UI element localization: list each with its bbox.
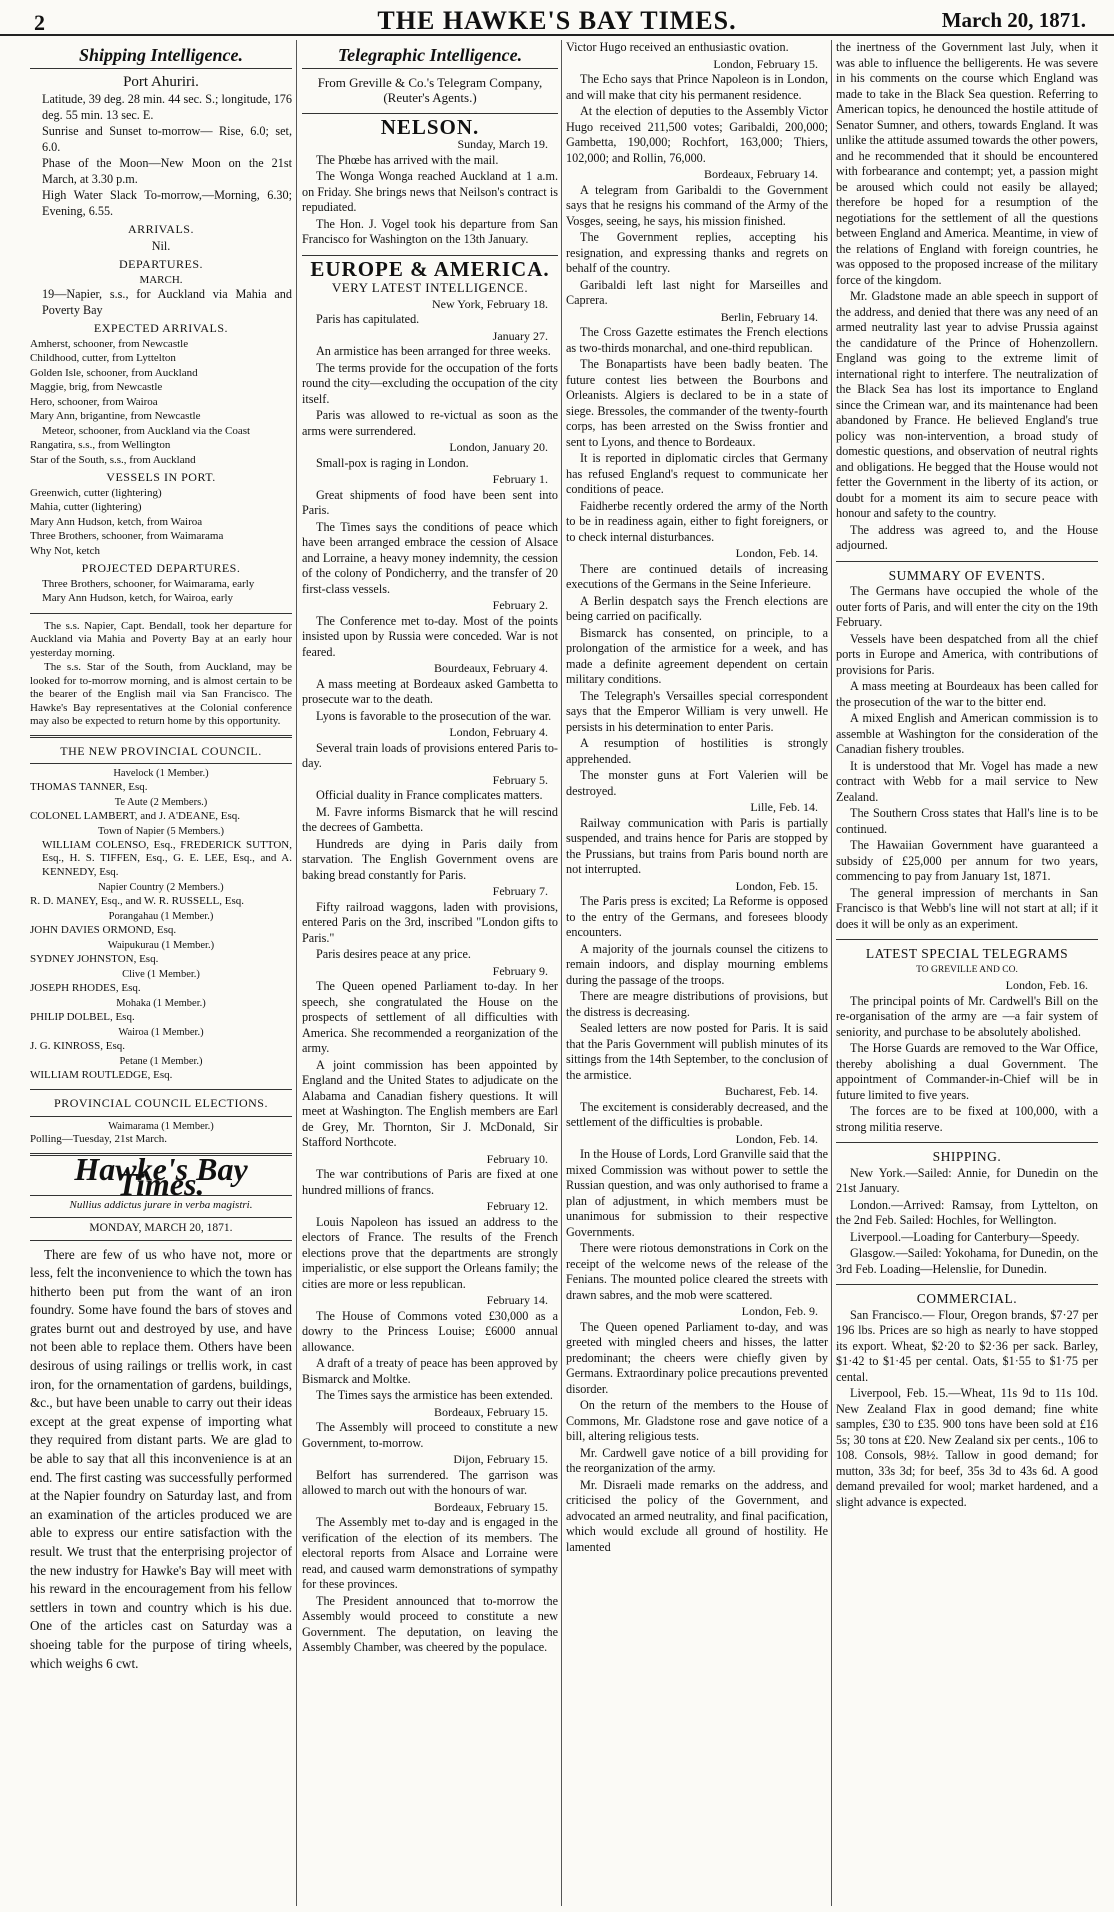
news-paragraph: The Government replies, accepting his resignation, and expressing thanks and regrets on behalf of the country. xyxy=(566,230,828,275)
news-paragraph: The Echo says that Prince Napoleon is in London, and will make that city his permanent residence. xyxy=(566,72,828,102)
dateline: February 2. xyxy=(492,598,548,612)
news-paragraph: A draft of a treaty of peace has been approved by Bismarck and Moltke. xyxy=(302,1356,558,1386)
almanac-line: Phase of the Moon—New Moon on the 21st March, at 3.30 p.m. xyxy=(42,156,292,186)
news-paragraph: There are continued details of increasing executions of the Germans in the Seine Inferieure. xyxy=(566,561,828,591)
council-district: Mohaka (1 Member.) xyxy=(116,998,206,1009)
list-item: Hero, schooner, from Wairoa xyxy=(30,395,158,408)
news-paragraph: The House of Commons voted £30,000 as a dowry to the Princess Louise; £6000 annual allowance. xyxy=(302,1308,558,1354)
news-paragraph: It is reported in diplomatic circles that Germany has refused England's request to communicate her conditions of peace. xyxy=(566,451,828,496)
divider xyxy=(302,113,558,114)
news-paragraph: A Berlin despatch says the French elections are being carried on pacifically. xyxy=(566,593,828,623)
news-paragraph: The general impression of merchants in San Francisco is that Webb's line will not start at all; if it does it will be only as an experiment. xyxy=(836,885,1098,931)
dateline: February 9. xyxy=(492,963,548,978)
shipping-intelligence-heading: Shipping Intelligence. xyxy=(30,48,292,69)
dateline: Berlin, February 14. xyxy=(720,309,818,324)
issue-date: MONDAY, MARCH 20, 1871. xyxy=(89,1222,233,1234)
council-members: PHILIP DOLBEL, Esq. xyxy=(30,1010,135,1023)
dateline: London, Feb. 15. xyxy=(735,878,818,893)
projected-list xyxy=(30,578,292,606)
column-divider xyxy=(561,40,562,1906)
news-paragraph: Hundreds are dying in Paris daily from starvation. The English Government ovens are baking bread constantly for Paris. xyxy=(302,836,558,882)
dateline: London, Feb. 14. xyxy=(735,1131,818,1146)
news-paragraph: The principal points of Mr. Cardwell's Bill on the re-organisation of the army are —a fair system of seniority, and purchase to be absolutely abolished. xyxy=(836,993,1098,1039)
dateline: Lille, Feb. 14. xyxy=(750,800,818,814)
news-paragraph: A mass meeting at Bourdeaux has been called for the prosecution of the war to the bitter end. xyxy=(836,679,1098,709)
news-paragraph: In the House of Lords, Lord Granville said that the mixed Commission was without power to settle the Russian question, and was only authorised to frame a plan of adjustment, in which members must be unanimous for submission to their respective Governments. xyxy=(566,1147,828,1239)
news-paragraph: The terms provide for the occupation of the forts round the city—excluding the occupation of the city itself. xyxy=(302,360,558,406)
arrivals-body: Nil. xyxy=(151,238,171,253)
dateline: February 14. xyxy=(486,1293,548,1307)
almanac-line: Sunrise and Sunset to-morrow— Rise, 6.0; set, 6.0. xyxy=(42,124,292,154)
telegraphic-heading: Telegraphic Intelligence. xyxy=(302,48,558,69)
news-paragraph: Vessels have been despatched from all the chief ports in Europe and America, with contributions of provisions for Paris. xyxy=(836,631,1098,677)
news-paragraph: Paris was allowed to re-victual as soon as the arms were surrendered. xyxy=(302,408,558,438)
news-paragraph: Several train loads of provisions entered Paris to-day. xyxy=(302,740,558,770)
dateline: Bordeaux, February 15. xyxy=(434,1499,548,1514)
dateline: London, Feb. 14. xyxy=(735,546,818,560)
divider xyxy=(30,735,292,738)
news-paragraph: The address was agreed to, and the House adjourned. xyxy=(836,522,1098,552)
editorial: There are few of us who have not, more or less, felt the inconvenience to which the town has hitherto been put from the want of an iron foundry. Some have found the bars of stoves and grates burnt out and destroyed by use, and have not been able to replace them. Others have been desirous of using railings or trellis work, in cast iron, for the ornamentation of gardens, buildings, &c., but have been unable to carry out their ideas except at the great expense of importing what they required from distant parts. We are glad to be able to say that all this inconvenience is at an end. The first casting was successfully performed at the Napier foundry on Saturday last, and from an examination of the articles produced we are able to express our entire satisfaction with the result. We trust that the enterprising projector of the new industry for Hawke's Bay will meet with his reward in the encouragement from his fellow settlers in town and country which is his due. One of the articles cast on Saturday was a shoeing table for the purpose of tiring wheels, which weighs 6 cwt. xyxy=(30,1246,292,1671)
news-paragraph: The Queen opened Parliament to-day, and was greeted with mingled cheers and hisses, the latter predominant; the cheers were chiefly given by Germans. Extraordinary police precautions prevented disorder. xyxy=(566,1319,828,1396)
news-paragraph: The Germans have occupied the whole of the outer forts of Paris, and will enter the city on the 19th February. xyxy=(836,584,1098,629)
news-paragraph: The monster guns at Fort Valerien will be destroyed. xyxy=(566,768,828,798)
news-paragraph: Mr. Disraeli made remarks on the address, and criticised the policy of the Government, and advocated an armed neutrality, and final pacification, which would exclude all ground of hostility. He lamented xyxy=(566,1477,828,1554)
note-paragraph: The s.s. Star of the South, from Auckland, may be looked for to-morrow morning, and is almost certain to be the bearer of the English mail via San Francisco. The Hawke's Bay representatives at the Colonial conference may also be expected to return home by this opportunity. xyxy=(30,661,292,727)
column-2 xyxy=(302,40,558,1906)
news-paragraph: At the election of deputies to the Assembly Victor Hugo received 211,500 votes; Garibaldi, 200,000; Gambetta, 190,000; Rochfort, 163,000; Thiers, 102,000; and Rollin, 76,000. xyxy=(566,104,828,165)
divider xyxy=(836,1142,1098,1143)
news-paragraph: Fifty railroad waggons, laden with provisions, entered Paris on the 3rd, inscribed "London gifts to Paris." xyxy=(302,899,558,945)
elections-heading: PROVINCIAL COUNCIL ELECTIONS. xyxy=(54,1096,268,1110)
projected-departures-heading: PROJECTED DEPARTURES. xyxy=(81,561,241,575)
telegrams-heading: LATEST SPECIAL TELEGRAMS xyxy=(865,946,1069,961)
council-district: Waipukurau (1 Member.) xyxy=(107,940,215,951)
news-paragraph: Sealed letters are now posted for Paris. It is said that the Paris Government will publish minutes of its sittings from the 14th September, to the conclusion of the armistice. xyxy=(566,1021,828,1082)
list-item: Mahia, cutter (lightering) xyxy=(30,501,142,513)
news-paragraph: The Cross Gazette estimates the French elections as two-thirds monarchal, and one-third republican. xyxy=(566,325,828,355)
news-paragraph: Official duality in France complicates matters. xyxy=(316,788,543,802)
news-paragraph: It is understood that Mr. Vogel has made a new contract with Webb for a mail service to New Zealand. xyxy=(836,758,1098,804)
news-paragraph: The Times says the conditions of peace which have been arranged embrace the cession of Alsace and Lorraine, a heavy money indemnity, the cession of the colony of Pondicherry, and the transfer of 20 first-class vessels. xyxy=(302,519,558,596)
list-item: Mary Ann, brigantine, from Newcastle xyxy=(30,410,201,422)
almanac xyxy=(30,92,292,219)
list-item: Mary Ann Hudson, ketch, for Wairoa, early xyxy=(42,592,234,604)
dateline: Sunday, March 19. xyxy=(457,137,548,151)
news-paragraph: The Assembly will proceed to constitute a new Government, to-morrow. xyxy=(302,1420,558,1450)
divider xyxy=(30,1116,292,1117)
news-paragraph: Lyons is favorable to the prosecution of the war. xyxy=(316,708,552,723)
newspaper-title: THE HAWKE'S BAY TIMES. xyxy=(377,6,737,35)
news-paragraph: Garibaldi left last night for Marseilles and Caprera. xyxy=(566,277,828,307)
divider xyxy=(30,1217,292,1218)
news-paragraph: The Hon. J. Vogel took his departure from San Francisco for Washington on the 13th January. xyxy=(302,216,558,246)
news-paragraph: The Times says the armistice has been extended. xyxy=(316,1388,553,1402)
divider xyxy=(302,255,558,256)
council-district: Napier Country (2 Members.) xyxy=(98,882,224,893)
expected-arrivals-heading: EXPECTED ARRIVALS. xyxy=(93,321,229,335)
news-paragraph: San Francisco.— Flour, Oregon brands, $7·27 per 196 lbs. Prices are so high as nearly to have stopped its export. Wheat, $2·20 to $2·36 per sack. Barley, $1·42 to $1·45 per cental. Oats, $1·55 to $1·75 per cental. xyxy=(836,1307,1098,1384)
news-paragraph: The forces are to be fixed at 100,000, with a strong militia reserve. xyxy=(836,1104,1098,1134)
dateline: Bourdeaux, February 4. xyxy=(434,661,548,675)
news-paragraph: The Paris press is excited; La Reforme is opposed to the entry of the Germans, and foresees bloody encounters. xyxy=(566,894,828,939)
list-item: Rangatira, s.s., from Wellington xyxy=(30,439,171,451)
council-members: SYDNEY JOHNSTON, Esq. xyxy=(30,952,159,965)
note-paragraph: The s.s. Napier, Capt. Bendall, took her departure for Auckland via Mahia and Poverty Bay at an early hour yesterday morning. xyxy=(30,619,292,659)
council-district: Te Aute (2 Members.) xyxy=(114,797,208,808)
news-paragraph: The Wonga Wonga reached Auckland at 1 a.m. on Friday. She brings news that Neilson's contract is repudiated. xyxy=(302,169,558,214)
dateline: Bordeaux, February 14. xyxy=(704,167,818,181)
dateline: February 7. xyxy=(492,884,548,898)
news-paragraph: The Hawaiian Government have guaranteed a subsidy of £25,000 per annum for two years, commencing to pay from January 1st, 1871. xyxy=(836,838,1098,883)
dateline: New York, February 18. xyxy=(432,296,548,311)
elections-polling: Polling—Tuesday, 21st March. xyxy=(30,1133,167,1145)
nelson-heading: NELSON. xyxy=(380,114,480,139)
column-3 xyxy=(566,40,828,1906)
divider xyxy=(30,763,292,764)
list-item: Greenwich, cutter (lightering) xyxy=(30,486,162,499)
dateline: Bucharest, Feb. 14. xyxy=(725,1084,818,1098)
dateline: February 1. xyxy=(492,472,548,486)
shipping-notes xyxy=(30,620,292,729)
telegrams-to: TO GREVILLE AND CO. xyxy=(916,964,1018,975)
council-members: COLONEL LAMBERT, and J. A'DEANE, Esq. xyxy=(30,809,240,822)
news-paragraph: The Assembly met to-day and is engaged in the verification of the election of its members. The electoral reports from Alsace and Lorraine were read, and caused warm demonstrations of sympathy for these provinces. xyxy=(302,1515,558,1591)
news-paragraph: Victor Hugo received an enthusiastic ovation. xyxy=(566,40,789,54)
elections-district: Waimarama (1 Member.) xyxy=(108,1120,214,1132)
news-paragraph: A mixed English and American commission is to assemble at Washington for the consideration of the Canadian fishery troubles. xyxy=(836,711,1098,756)
council-members: WILLIAM COLENSO, Esq., FREDERICK SUTTON, Esq., H. S. TIFFEN, Esq., G. E. LEE, Esq., and A. KENNEDY, Esq. xyxy=(42,838,292,878)
list-item: Star of the South, s.s., from Auckland xyxy=(30,453,196,466)
news-paragraph: The President announced that to-morrow the Assembly would proceed to constitute a new Government. The deputation, on leaving the Assembly Chamber, was cheered by the populace. xyxy=(302,1593,558,1654)
news-paragraph: There were riotous demonstrations in Cork on the receipt of the welcome news of the release of the Fenians. The mounted police cleared the streets with drawn sabres, and the mob were scattered. xyxy=(566,1241,828,1302)
dateline: London, January 20. xyxy=(449,440,548,454)
news-paragraph: On the return of the members to the House of Commons, Mr. Gladstone rose and gave notice of a bill, altering religious tests. xyxy=(566,1398,828,1443)
news-paragraph: Railway communication with Paris is partially suspended, and trains hence for Paris are stopped by the Prussians, but trains from Paris bound north are not interrupted. xyxy=(566,815,828,876)
commercial-heading: COMMERCIAL. xyxy=(916,1291,1018,1306)
council-district: Porangahau (1 Member.) xyxy=(108,911,214,922)
almanac-line: High Water Slack To-morrow,—Morning, 6.30; Evening, 6.55. xyxy=(42,188,292,218)
vessels-in-port-heading: VESSELS IN PORT. xyxy=(106,470,216,484)
council-heading: THE NEW PROVINCIAL COUNCIL. xyxy=(60,743,262,758)
dateline: London, February 4. xyxy=(449,725,548,739)
page-number: 2 xyxy=(34,10,45,35)
council-district: Havelock (1 Member.) xyxy=(113,768,209,779)
news-paragraph: New York.—Sailed: Annie, for Dunedin on the 21st January. xyxy=(836,1165,1098,1195)
divider xyxy=(30,1240,292,1241)
europe-dispatches xyxy=(302,297,558,1656)
news-paragraph: Mr. Cardwell gave notice of a bill providing for the reorganization of the army. xyxy=(566,1445,828,1475)
masthead xyxy=(0,0,1114,36)
list-item: Childhood, cutter, from Lyttelton xyxy=(30,352,176,364)
list-item: Golden Isle, schooner, from Auckland xyxy=(30,366,198,379)
telegram-credit: From Greville & Co.'s Telegram Company, (Reuter's Agents.) xyxy=(317,74,543,105)
divider xyxy=(836,939,1098,940)
issue-date-header: March 20, 1871. xyxy=(941,8,1086,32)
divider xyxy=(30,1089,292,1090)
list-item: Maggie, brig, from Newcastle xyxy=(30,381,163,393)
news-paragraph: Louis Napoleon has issued an address to the electors of France. The results of the French elections prove that the departments are strongly imperialistic, or else support the Orleans family; the cities are more or less republican. xyxy=(302,1214,558,1291)
news-paragraph: Bismarck has consented, on principle, to a prolongation of the armistice for a week, and has made a definite agreement dependent on certain military conditions. xyxy=(566,625,828,686)
news-paragraph: The Conference met to-day. Most of the points insisted upon by Russia were conceded. War is not feared. xyxy=(302,613,558,659)
news-paragraph: Faidherbe recently ordered the army of the North to be in readiness again, either to fight foreigners, or to check internal disturbances. xyxy=(566,498,828,544)
news-paragraph: The war contributions of Paris are fixed at one hundred millions of francs. xyxy=(302,1167,558,1197)
news-paragraph: M. Favre informs Bismarck that he will rescind the decrees of Gambetta. xyxy=(302,804,558,834)
council-members: J. G. KINROSS, Esq. xyxy=(30,1039,126,1052)
column-divider xyxy=(296,40,297,1906)
council-members: THOMAS TANNER, Esq. xyxy=(30,780,148,793)
news-paragraph: The Queen opened Parliament to-day. In her speech, she congratulated the House on the prospects of settlement of all difficulties with America. She recommended a reorganization of the army. xyxy=(302,979,558,1055)
dateline: London, February 15. xyxy=(713,56,818,71)
list-item: Meteor, schooner, from Auckland via the Coast xyxy=(42,424,251,437)
expected-list xyxy=(30,338,292,468)
list-item: Amherst, schooner, from Newcastle xyxy=(30,337,189,350)
news-paragraph: Paris has capitulated. xyxy=(316,312,420,326)
shipping-heading: SHIPPING. xyxy=(932,1149,1002,1164)
column-1 xyxy=(30,40,292,1906)
column-4 xyxy=(836,40,1098,1906)
departure-item: 19—Napier, s.s., for Auckland via Mahia and Poverty Bay xyxy=(42,287,292,317)
news-paragraph: Belfort has surrendered. The garrison was allowed to march out with the honours of war. xyxy=(302,1467,558,1497)
news-paragraph: The Southern Cross states that Hall's line is to be continued. xyxy=(836,806,1098,836)
news-paragraph: Liverpool.—Loading for Canterbury—Speedy. xyxy=(850,1229,1080,1244)
departures-heading: DEPARTURES. xyxy=(118,257,204,271)
dateline: February 10. xyxy=(486,1151,548,1166)
europe-subheading: VERY LATEST INTELLIGENCE. xyxy=(331,280,529,295)
divider xyxy=(836,561,1098,562)
list-item: Mary Ann Hudson, ketch, from Wairoa xyxy=(30,515,203,528)
divider xyxy=(836,1284,1098,1285)
news-paragraph: Glasgow.—Sailed: Yokohama, for Dunedin, on the 3rd Feb. Loading—Helenslie, for Dunedin. xyxy=(836,1246,1098,1276)
dateline: February 5. xyxy=(492,772,548,787)
news-paragraph: The Phœbe has arrived with the mail. xyxy=(316,152,499,167)
news-paragraph: A joint commission has been appointed by England and the United States to adjudicate on the Alabama and Canadian fishery questions. It will meet at Washington. The English members are Earl de Grey, Mr. Thornton, Sir J. McDonald, Sir Stafford Northcote. xyxy=(302,1057,558,1149)
news-paragraph: The excitement is considerably decreased, and the settlement of the difficulties is probable. xyxy=(566,1099,828,1129)
inport-list xyxy=(30,487,292,559)
news-paragraph: Small-pox is raging in London. xyxy=(316,455,469,470)
port-name: Port Ahuriri. xyxy=(123,73,199,90)
divider xyxy=(30,613,292,614)
dateline: London, Feb. 9. xyxy=(741,1304,818,1318)
list-item: Three Brothers, schooner, for Waimarama, early xyxy=(42,577,255,590)
dateline: January 27. xyxy=(492,328,548,343)
news-paragraph: An armistice has been arranged for three weeks. xyxy=(316,344,551,358)
news-paragraph: A resumption of hostilities is strongly apprehended. xyxy=(566,736,828,766)
news-paragraph: Great shipments of food have been sent into Paris. xyxy=(302,487,558,517)
dateline: London, Feb. 16. xyxy=(1005,978,1088,992)
council-members: JOSEPH RHODES, Esq. xyxy=(30,981,141,994)
council-district: Clive (1 Member.) xyxy=(122,969,200,980)
news-paragraph: Mr. Gladstone made an able speech in support of the address, and denied that there was any need of an armed neutrality last year to advise Prussia against the candidature of the Prince of Hohenzollern. England was going to the extreme limit of international right to interfere. The neutralization of the Black Sea has lost its importance to England since the Crimean war, and its maintenance had been abandoned by France. He believed England's true policy was non-intervention, a broad study of domestic questions, and observation of neutral rights and obligations. He begged that the House would not fetter the Government in the liberty of its action, or doubt for a moment its aim to secure peace with honour and safety to the country. xyxy=(836,289,1098,520)
council-district: Town of Napier (5 Members.) xyxy=(97,826,225,837)
summary-heading: SUMMARY OF EVENTS. xyxy=(888,567,1046,583)
council-list xyxy=(30,767,292,1082)
council-members: R. D. MANEY, Esq., and W. R. RUSSELL, Esq. xyxy=(30,894,245,907)
council-members: JOHN DAVIES ORMOND, Esq. xyxy=(30,923,177,936)
council-district: Petane (1 Member.) xyxy=(119,1056,203,1067)
almanac-line: Latitude, 39 deg. 28 min. 44 sec. S.; longitude, 176 deg. 55 min. 13 sec. E. xyxy=(42,92,292,122)
dateline: Bordeaux, February 15. xyxy=(434,1404,548,1419)
news-paragraph: Liverpool, Feb. 15.—Wheat, 11s 9d to 11s 10d. New Zealand Flax in good demand; fine white samples, £30 to £35. 900 tons have been sold at £16 5s; 30 tons at £20. New Zealand six per cents., 106 to 108. Consols, 98½. Tallow in good demand; for mutton, 33s 3d; for beef, 35s 3d to 43s 6d. A good demand prevailed for wool; market hardened, and a slight advance is expected. xyxy=(836,1386,1098,1509)
news-paragraph: A mass meeting at Bordeaux asked Gambetta to prosecute war to the death. xyxy=(302,676,558,706)
departures-month: MARCH. xyxy=(139,273,183,286)
europe-heading: EUROPE & AMERICA. xyxy=(310,256,550,281)
dateline: Dijon, February 15. xyxy=(453,1452,548,1466)
news-paragraph: The Bonapartists have been badly beaten. The future contest lies between the Bourbons and Orleanists. Algiers is declared to be in a state of siege. Bressoles, the commander of the twenty-fourth corps, has been arrested on the Swiss frontier and sent to Lyons, and thence to Bordeaux. xyxy=(566,357,828,449)
arrivals-heading: ARRIVALS. xyxy=(128,222,194,236)
news-paragraph: London.—Arrived: Ramsay, from Lyttelton, on the 2nd Feb. Sailed: Hochles, for Wellington. xyxy=(836,1197,1098,1227)
news-paragraph: The Telegraph's Versailles special correspondent says that the Emperor William is very unwell. He persists in his determination to enter Paris. xyxy=(566,688,828,734)
list-item: Why Not, ketch xyxy=(30,544,100,557)
news-paragraph: There are meagre distributions of provisions, but the distress is decreasing. xyxy=(566,989,828,1019)
paper-nameplate: Hawke's Bay Times. xyxy=(74,1150,248,1202)
news-paragraph: A telegram from Garibaldi to the Government says that he resigns his command of the Army of the Vosges, seeing, he says, his mission finished. xyxy=(566,182,828,228)
column-divider xyxy=(831,40,832,1906)
council-district: Wairoa (1 Member.) xyxy=(118,1027,204,1038)
news-paragraph: The Horse Guards are removed to the War Office, thereby abolishing a dual Government. The appointment of Commander-in-Chief will be in future limited to five years. xyxy=(836,1041,1098,1102)
motto: Nullius addictus jurare in verba magistri. xyxy=(69,1198,253,1211)
council-members: WILLIAM ROUTLEDGE, Esq. xyxy=(30,1068,173,1081)
news-paragraph: Paris desires peace at any price. xyxy=(316,947,471,961)
list-item: Three Brothers, schooner, from Waimarama xyxy=(30,530,224,542)
dateline: February 12. xyxy=(486,1199,548,1213)
news-paragraph: the inertness of the Government last July, when it was able to influence the belligerents. He was severe in his comments on the course which England was made to take in the Black Sea question. Referring to American topics, he denounced the hostile attitude of Senator Sumner, and others, towards England. It was unlike the attitude assumed towards the other powers, and he recommended that it should be encountered with forbearance and contempt; yet, a passion might be aroused which could not easily be allayed; therefore be hoped for a resumption of the negotiations for the settlement of all the questions between England and America. Meantime, in view of the relations of England with foreign countries, he was opposed to the proposed increase of the military force of the kingdom. xyxy=(836,40,1098,287)
news-paragraph: A majority of the journals counsel the citizens to remain indoors, and display mourning emblems during the passage of the troops. xyxy=(566,941,828,987)
